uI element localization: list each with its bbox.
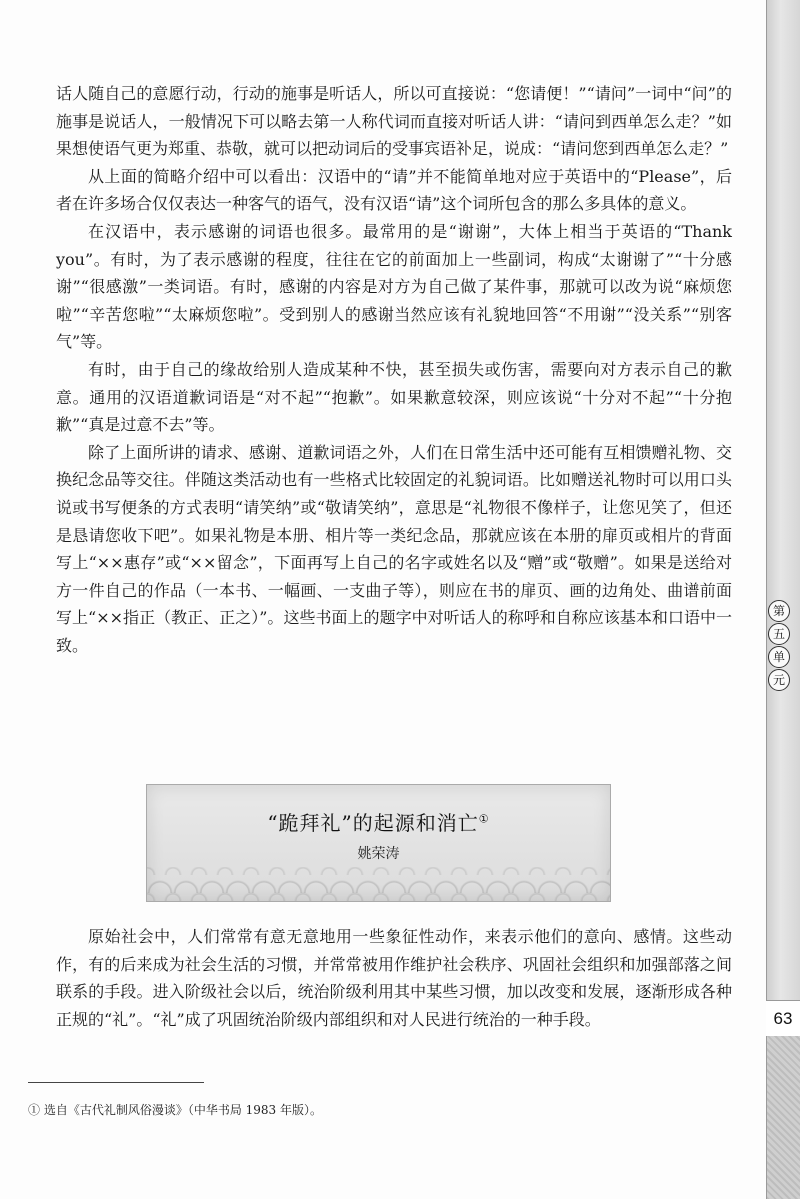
article-author: 姚荣涛: [357, 846, 400, 862]
paragraph: 有时，由于自己的缘故给别人造成某种不快，甚至损失或伤害，需要向对方表示自己的歉意。通用的汉语道歉词语是“对不起”“抱歉”。如果歉意较深，则应该说“十分对不起”“十分抱歉”“真是过意不去”等。: [56, 359, 732, 435]
article-text-block: [56, 923, 732, 1033]
paragraph: 从上面的简略介绍中可以看出：汉语中的“请”并不能简单地对应于英语中的“Please”，后者在许多场合仅仅表达一种客气的语气，没有汉语“请”这个词所包含的那么多具体的意义。: [56, 166, 732, 214]
footnote-mark: ①: [478, 812, 490, 826]
article-title-banner: [146, 784, 611, 902]
paragraph: 话人随自己的意愿行动，行动的施事是听话人，所以可直接说：“您请便！”“请问”一词中“问”的施事是说话人，一般情况下可以略去第一人称代词而直接对听话人讲：“请问到西单怎么走？”如果想使语气更为郑重、恭敬，就可以把动词后的受事宾语补足，说成：“请问您到西单怎么走？”: [56, 84, 732, 159]
unit-tab-char: 单: [768, 646, 790, 668]
footnote-divider: [28, 1082, 204, 1083]
paragraph: 在汉语中，表示感谢的词语也很多。最常用的是“谢谢”，大体上相当于英语的“Thank you”。有时，为了表示感谢的程度，往往在它的前面加上一些副词，构成“太谢谢了”“十分感谢”“很感激”一类词语。有时，感谢的内容是对方为自己做了某件事，那就可以改为说“麻烦您啦”“辛苦您啦”“太麻烦您啦”。受到别人的感谢当然应该有礼貌地回答“不用谢”“没关系”“别客气”等。: [56, 221, 732, 352]
paragraph: 原始社会中，人们常常有意无意地用一些象征性动作，来表示他们的意向、感情。这些动作，有的后来成为社会生活的习惯，并常常被用作维护社会秩序、巩固社会组织和加强部落之间联系的手段。进入阶级社会以后，统治阶级利用其中某些习惯，加以改变和发展，逐渐形成各种正规的“礼”。“礼”成了巩固统治阶级内部组织和对人民进行统治的一种手段。: [56, 927, 732, 1029]
page-edge-texture: [766, 1036, 800, 1199]
unit-tab-char: 五: [768, 623, 790, 645]
page-number: 63: [766, 1000, 800, 1038]
unit-tab-char: 元: [768, 669, 790, 691]
unit-tab-char: 第: [768, 600, 790, 622]
unit-tab: [764, 600, 794, 691]
paragraph: 除了上面所讲的请求、感谢、道歉词语之外，人们在日常生活中还可能有互相馈赠礼物、交换纪念品等交往。伴随这类活动也有一些格式比较固定的礼貌词语。比如赠送礼物时可以用口头说或书写便条的方式表明“请笑纳”或“敬请笑纳”，意思是“礼物很不像样子，让您见笑了，但还是恳请您收下吧”。如果礼物是本册、相片等一类纪念品，那就应该在本册的扉页或相片的背面写上“××惠存”或“××留念”，下面再写上自己的名字或姓名以及“赠”或“敬赠”。如果是送给对方一件自己的作品（一本书、一幅画、一支曲子等），则应在书的扉页、画的边角处、曲谱前面写上“××指正（教正、正之）”。这些书面上的题字中对听话人的称呼和自称应该基本和口语中一致。: [56, 442, 732, 655]
banner-decoration: [147, 867, 610, 901]
article-title-text: “跪拜礼”的起源和消亡: [267, 811, 479, 835]
main-text-block: [56, 80, 732, 659]
article-title: [147, 807, 610, 836]
footnote: ① 选自《古代礼制风俗漫谈》（中华书局 1983 年版）。: [28, 1103, 322, 1117]
